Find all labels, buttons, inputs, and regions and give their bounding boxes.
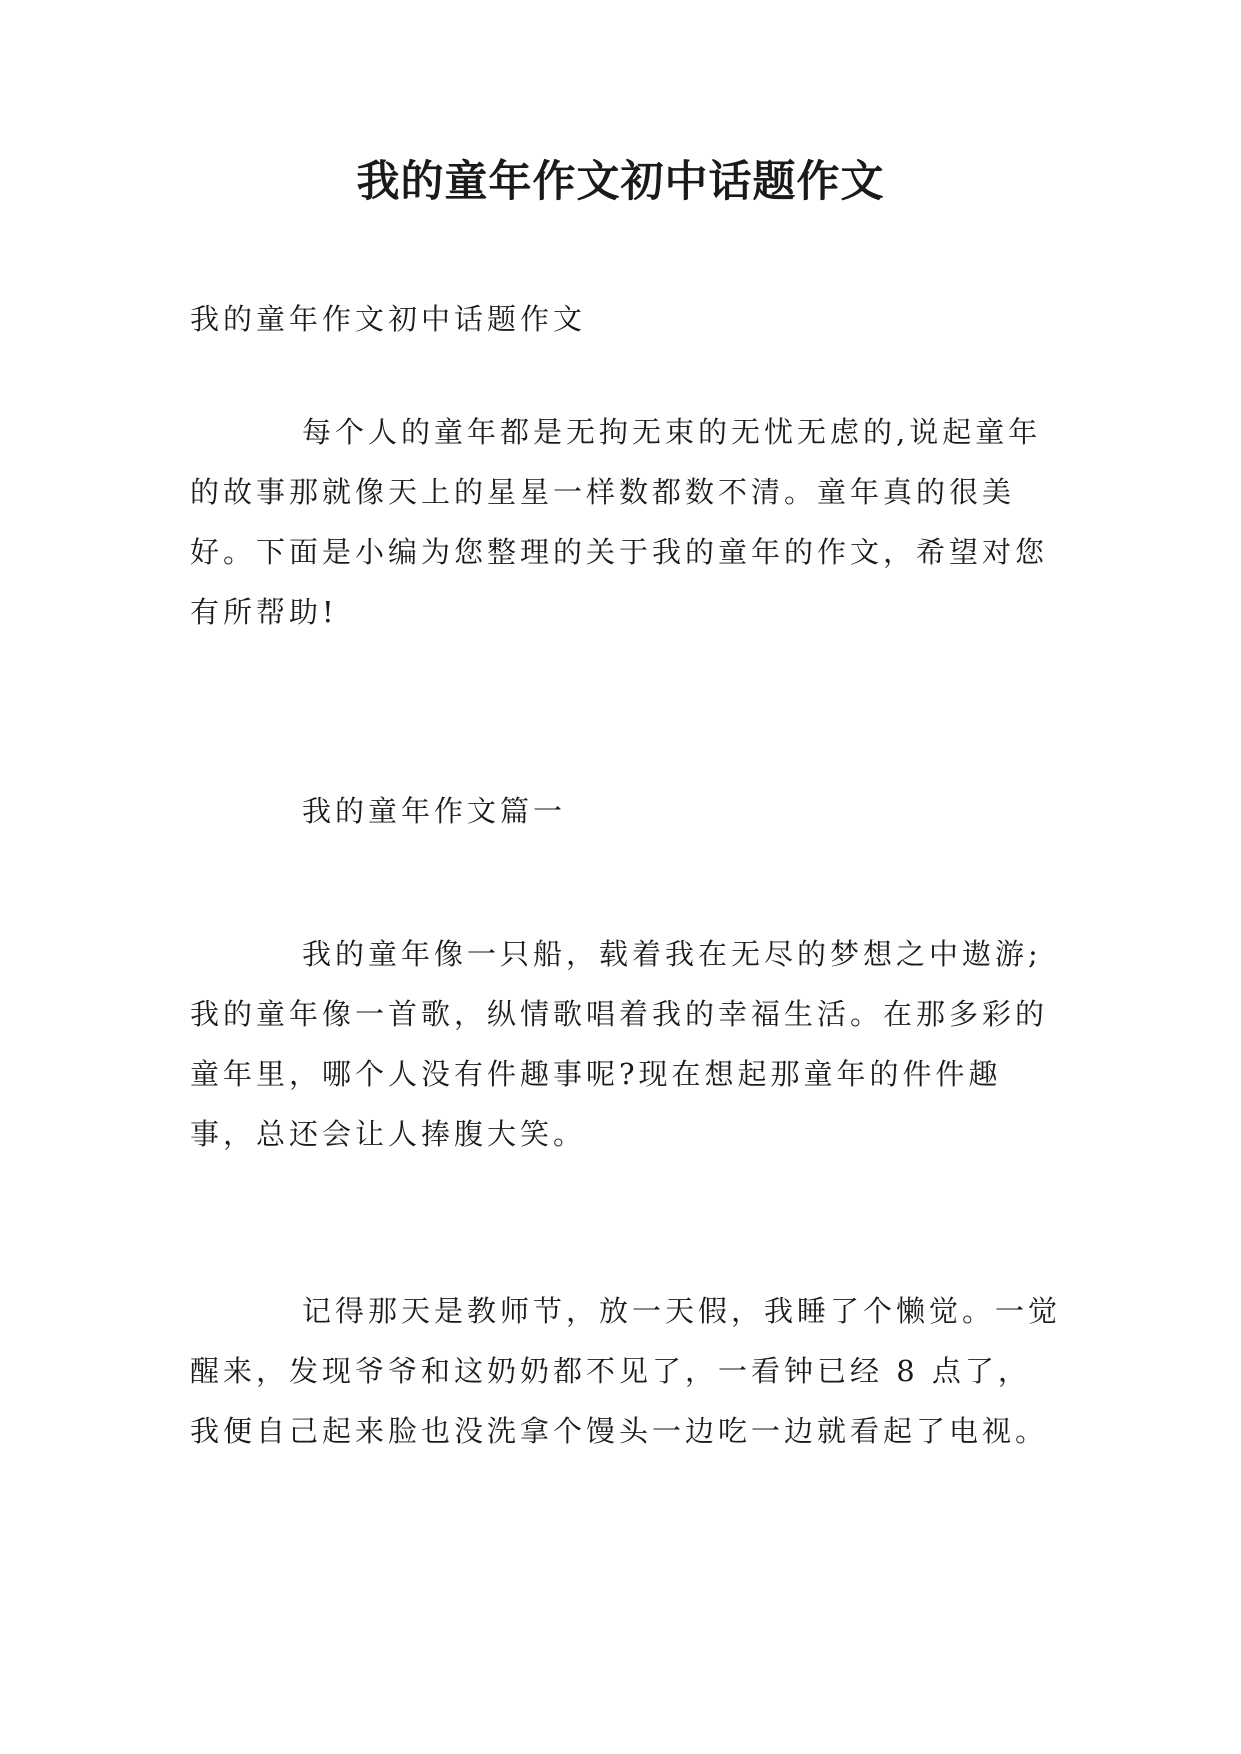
intro-paragraph: 每个人的童年都是无拘无束的无忧无虑的,说起童年的故事那就像天上的星星一样数都数不清。童年真的很美好。下面是小编为您整理的关于我的童年的作文，希望对您有所帮助!: [190, 415, 1049, 629]
body-paragraph: 记得那天是教师节，放一天假，我睡了个懒觉。一觉醒来，发现爷爷和这奶奶都不见了，一看钟已经 8 点了，我便自己起来脸也没洗拿个馒头一边吃一边就看起了电视。: [190, 1294, 1062, 1448]
document-title: 我的童年作文初中话题作文: [356, 157, 885, 207]
document-subtitle: 我的童年作文初中话题作文: [190, 302, 587, 336]
body-paragraph: 我的童年像一只船，载着我在无尽的梦想之中遨游;我的童年像一首歌，纵情歌唱着我的幸福生活。在那多彩的童年里，哪个人没有件趣事呢?现在想起那童年的件件趣事，总还会让人捧腹大笑。: [190, 937, 1049, 1151]
section-heading: 我的童年作文篇一: [302, 794, 567, 828]
